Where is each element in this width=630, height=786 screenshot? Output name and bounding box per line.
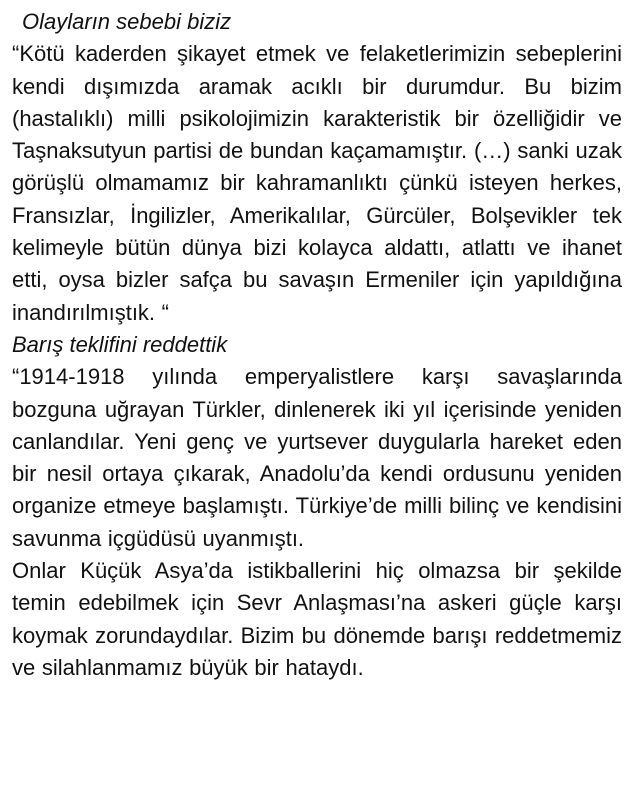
section-heading-olaylarin-sebebi: Olayların sebebi biziz xyxy=(22,9,232,34)
quote-paragraph-2: “1914-1918 yılında emperyalistlere karşı savaşlarında bozguna uğrayan Türkler, dinlenerek iki yıl içerisinde yeniden canlandılar. Yeni genç ve yurtsever duygularla hareket eden bir nesil ortaya çıkarak, Anadolu’da kendi ordusunu yeniden organize etmeye başlamıştı. Türkiye’de milli bilinç ve kendisini savunma içgüdüsü uyanmıştı. xyxy=(12,364,622,551)
section-heading-baris-teklifi: Barış teklifini reddettik xyxy=(12,331,228,357)
quote-paragraph-1: “Kötü kaderden şikayet etmek ve felaketlerimizin sebeplerini kendi dışımızda aramak acıklı bir durumdur. Bu bizim (hastalıklı) milli psikolojimizin karakteristik bir özelliğidir ve Taşnaksutyun partisi de bundan kaçamamıştır. (…) sanki uzak görüşlü olmamamız bir kahramanlıktı çünkü isteyen herkes, Fransızlar, İngilizler, Amerikalılar, Gürcüler, Bolşevikler tek kelimeyle bütün dünya bizi kolayca aldattı, atlattı ve ihanet etti, oysa bizler safça bu savaşın Ermeniler için yapıldığına inandırılmıştık. “ xyxy=(12,41,622,325)
quote-paragraph-3: Onlar Küçük Asya’da istikballerini hiç olmazsa bir şekilde temin edebilmek için Sevr Anlaşması’na askeri güçle karşı koymak zorundaydılar. Bizim bu dönemde barışı reddetmemiz ve silahlanmamız büyük bir hataydı. xyxy=(12,558,622,680)
